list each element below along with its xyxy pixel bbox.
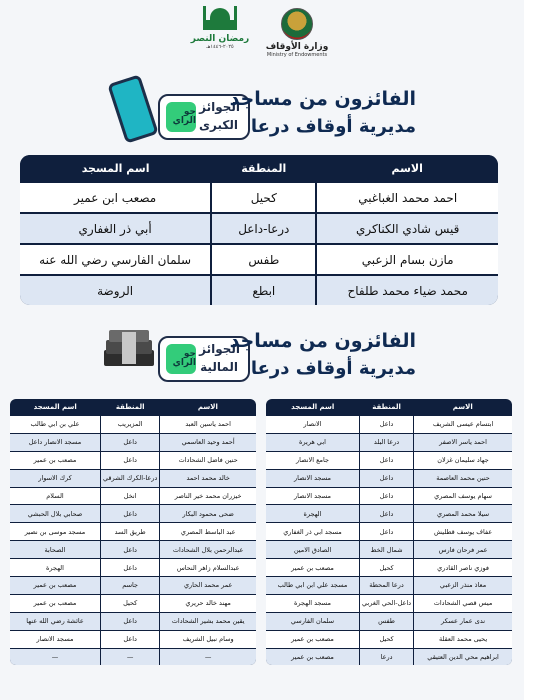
- cell-name: وسام نبيل الشريف: [160, 630, 256, 648]
- cell-area: داعل: [360, 487, 414, 505]
- badge-logo: جو الراي: [166, 344, 196, 374]
- table-row: [266, 630, 512, 648]
- cell-name: قيس شادي الكناكري: [316, 213, 498, 244]
- cell-name: مهند خالد حريري: [160, 594, 256, 612]
- badge-line1: الجوائز: [199, 100, 240, 114]
- col-name: الاسم: [452, 403, 473, 411]
- table-row: [10, 577, 256, 595]
- cell-area: درعا المحطة: [360, 577, 414, 595]
- table-row: [266, 433, 512, 451]
- cell-name: جهاد سليمان غزلان: [414, 451, 512, 469]
- table-row: [10, 648, 256, 665]
- cell-mosque: مصعب بن عمير: [266, 648, 360, 665]
- col-area: المنطقة: [211, 155, 316, 182]
- table-row: [266, 505, 512, 523]
- cell-area: —: [101, 648, 160, 665]
- cell-mosque: مصعب بن عمير: [10, 577, 101, 595]
- cell-mosque: أبي ذر الغفاري: [20, 213, 211, 244]
- cell-area: انخل: [101, 487, 160, 505]
- cell-mosque: مصعب بن عمير: [10, 594, 101, 612]
- cell-name: عبدالسلام زاهر النحاس: [160, 559, 256, 577]
- cell-mosque: مصعب بن عمير: [10, 451, 101, 469]
- phone-icon: [107, 74, 158, 143]
- table-row: [266, 416, 512, 434]
- table-row: [266, 594, 512, 612]
- cell-area: داعل: [360, 505, 414, 523]
- page-edge: [524, 0, 534, 700]
- cell-mosque: مسجد الانصار: [266, 469, 360, 487]
- cell-mosque: الهجرة: [10, 559, 101, 577]
- cell-area: درعا: [360, 648, 414, 665]
- table-row: [20, 213, 498, 244]
- cell-mosque: مسجد علي ابن ابي طالب: [266, 577, 360, 595]
- table-row: [266, 451, 512, 469]
- cell-name: ميس قصي الشحادات: [414, 594, 512, 612]
- cell-mosque: مسجد الانصار: [266, 487, 360, 505]
- cell-mosque: صحابي بلال الحبشي: [10, 505, 101, 523]
- cell-mosque: مسجد ابي ذر الغفاري: [266, 523, 360, 541]
- cell-mosque: سلمان الفارسي: [266, 612, 360, 630]
- col-area: المنطقة: [372, 403, 401, 411]
- cell-name: يحيى محمد العقلة: [414, 630, 512, 648]
- table-row: [266, 469, 512, 487]
- section2-title: الفائزون من مساجد: [229, 330, 416, 352]
- table-row: [266, 541, 512, 559]
- cell-mosque: علي بن ابي طالب: [10, 416, 101, 434]
- cell-name: خيزران محمد خير الناصر: [160, 487, 256, 505]
- cell-name: خالد محمد احمد: [160, 469, 256, 487]
- ministry-logo: [262, 8, 332, 58]
- cell-area: ابطع: [211, 275, 316, 305]
- syria-emblem-icon: [281, 8, 313, 40]
- cell-area: جاسم: [101, 577, 160, 595]
- grand-prizes-table: [20, 155, 498, 305]
- table-row: [10, 630, 256, 648]
- cell-area: داعل: [101, 559, 160, 577]
- cell-name: مازن بسام الزعبي: [316, 244, 498, 275]
- cell-name: محمد ضياء محمد طلفاح: [316, 275, 498, 305]
- cash-prizes-table-left: [10, 399, 256, 665]
- cell-area: داعل: [101, 612, 160, 630]
- cell-name: سيلا محمد المصري: [414, 505, 512, 523]
- table-row: [10, 541, 256, 559]
- cell-mosque: مسجد الانصار: [10, 630, 101, 648]
- cell-mosque: كرك الاسوار: [10, 469, 101, 487]
- cell-mosque: السلام: [10, 487, 101, 505]
- col-mosque: اسم المسجد: [20, 155, 211, 182]
- cell-mosque: عائشة رضي الله عنها: [10, 612, 101, 630]
- cell-area: داعل-الحي الغربي: [360, 594, 414, 612]
- cell-area: داعل: [360, 451, 414, 469]
- cell-mosque: —: [10, 648, 101, 665]
- cell-mosque: مصعب ابن عمير: [20, 182, 211, 213]
- section1-title: الفائزون من مساجد: [229, 88, 416, 110]
- table-row: [20, 275, 498, 305]
- cell-area: طفس: [360, 612, 414, 630]
- cell-mosque: الهجرة: [266, 505, 360, 523]
- badge-logo: جو الراي: [166, 102, 196, 132]
- cell-mosque: الروضة: [20, 275, 211, 305]
- cell-mosque: مسجد الهجرة: [266, 594, 360, 612]
- cell-mosque: سلمان الفارسي رضي الله عنه: [20, 244, 211, 275]
- cell-name: فوزي ناصر القادري: [414, 559, 512, 577]
- cell-area: داعل: [101, 433, 160, 451]
- section2-subtitle: مديرية أوقاف درعا: [250, 358, 416, 379]
- cell-name: ابتسام عيسى الشريف: [414, 416, 512, 434]
- cell-area: كحيل: [101, 594, 160, 612]
- ministry-name-en: Ministry of Endowments: [266, 52, 328, 58]
- cell-area: داعل: [360, 416, 414, 434]
- cell-area: كحيل: [211, 182, 316, 213]
- cell-area: درعا-داعل: [211, 213, 316, 244]
- table-row: [10, 469, 256, 487]
- table-row: [266, 559, 512, 577]
- cell-name: —: [160, 648, 256, 665]
- cell-mosque: مسجد موسى بن نصير: [10, 523, 101, 541]
- campaign-years: ٢٠٢٥-١٤٤٦هـ: [206, 44, 234, 50]
- cell-name: عمر محمد الحاري: [160, 577, 256, 595]
- table-row: [266, 648, 512, 665]
- cell-area: داعل: [101, 630, 160, 648]
- cell-name: احمد ياسر الاصفر: [414, 433, 512, 451]
- mosque-icon: [202, 6, 238, 32]
- cell-mosque: الصادق الامين: [266, 541, 360, 559]
- cell-mosque: الانصار: [266, 416, 360, 434]
- cell-area: طفس: [211, 244, 316, 275]
- cell-name: احمد ياسين العبد: [160, 416, 256, 434]
- campaign-name: رمضان النصر: [190, 34, 250, 44]
- cell-name: معاذ منذر الزعبي: [414, 577, 512, 595]
- cell-area: درعا البلد: [360, 433, 414, 451]
- table-row: [266, 523, 512, 541]
- cell-mosque: ابي هريرة: [266, 433, 360, 451]
- cell-name: ضحى محمود البكار: [160, 505, 256, 523]
- cell-area: داعل: [360, 523, 414, 541]
- table-row: [10, 559, 256, 577]
- cell-mosque: مصعب بن عمير: [266, 559, 360, 577]
- cell-name: عمر فرحان فارس: [414, 541, 512, 559]
- table-row: [20, 244, 498, 275]
- table-row: [10, 505, 256, 523]
- cell-area: درعا-الكرك الشرقي: [101, 469, 160, 487]
- cell-name: عفاف يوسف قطليش: [414, 523, 512, 541]
- cell-area: داعل: [101, 505, 160, 523]
- cell-name: يقين محمد بشير الشحادات: [160, 612, 256, 630]
- cash-prizes-table-right: [266, 399, 512, 665]
- cell-name: ابراهيم محي الدين العتيقي: [414, 648, 512, 665]
- cell-area: كحيل: [360, 630, 414, 648]
- cell-name: حنين محمد العاصمة: [414, 469, 512, 487]
- cell-area: كحيل: [360, 559, 414, 577]
- cell-area: المزيريب: [101, 416, 160, 434]
- badge-line1: الجوائز: [199, 342, 240, 356]
- campaign-logo: [190, 6, 250, 50]
- badge-line2: الكبرى: [199, 118, 238, 132]
- cell-name: احمد محمد الغباغبي: [316, 182, 498, 213]
- col-name: الاسم: [316, 155, 498, 182]
- cell-mosque: مسجد الانصار داعل: [10, 433, 101, 451]
- section1-subtitle: مديرية أوقاف درعا: [250, 116, 416, 137]
- cell-name: عبد الباسط المصري: [160, 523, 256, 541]
- cell-name: سهام يوسف المصري: [414, 487, 512, 505]
- cell-area: داعل: [101, 541, 160, 559]
- cell-name: حنين فاضل الشحادات: [160, 451, 256, 469]
- cell-name: عبدالرحمن بلال الشحادات: [160, 541, 256, 559]
- cell-area: داعل: [101, 451, 160, 469]
- ministry-name: وزارة الأوقاف: [265, 42, 329, 52]
- table-row: [10, 487, 256, 505]
- col-mosque: اسم المسجد: [33, 403, 77, 411]
- table-row: [10, 594, 256, 612]
- table-row: [266, 487, 512, 505]
- table-row: [10, 451, 256, 469]
- col-mosque: اسم المسجد: [291, 403, 335, 411]
- table-row: [10, 612, 256, 630]
- cell-area: شمال الخط: [360, 541, 414, 559]
- cell-mosque: جامع الانصار: [266, 451, 360, 469]
- money-stack-icon: [100, 322, 158, 372]
- cell-mosque: الصحابة: [10, 541, 101, 559]
- cell-name: ندى عمار عسكر: [414, 612, 512, 630]
- col-name: الاسم: [197, 403, 218, 411]
- table-row: [20, 182, 498, 213]
- table-row: [10, 523, 256, 541]
- cell-mosque: مصعب بن عمير: [266, 630, 360, 648]
- table-row: [10, 433, 256, 451]
- cell-area: طريق السد: [101, 523, 160, 541]
- table-row: [266, 612, 512, 630]
- col-area: المنطقة: [115, 403, 145, 411]
- table-row: [266, 577, 512, 595]
- table-row: [10, 416, 256, 434]
- badge-line2: المالية: [200, 360, 238, 374]
- cell-area: داعل: [360, 469, 414, 487]
- cell-name: أحمد وحيد العاسمي: [160, 433, 256, 451]
